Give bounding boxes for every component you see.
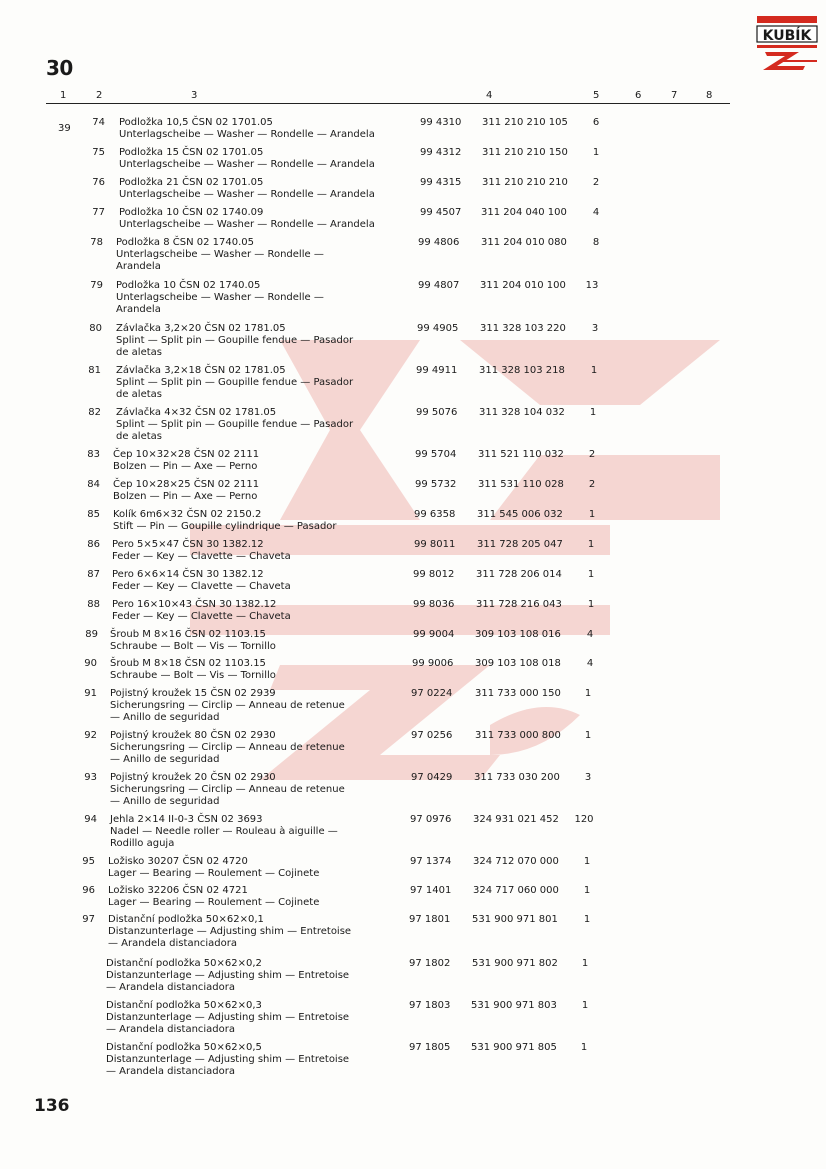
col-4-header: 4: [486, 90, 493, 101]
quantity: 1: [584, 688, 592, 699]
position-number: 75: [92, 147, 105, 158]
part-translation: — Anillo de seguridad: [110, 754, 220, 765]
part-description: [112, 569, 412, 593]
part-name: Závlačka 3,2×20 ČSN 02 1781.05: [116, 323, 286, 334]
part-translation: Distanzunterlage — Adjusting shim — Entretoise: [108, 926, 352, 937]
part-translation: Unterlagscheibe — Washer — Rondelle — Arandela: [119, 189, 375, 200]
order-code: 99 4911: [416, 365, 458, 376]
position-number: 96: [82, 885, 95, 896]
quantity: 3: [584, 772, 592, 783]
order-code: 97 0429: [411, 772, 453, 783]
part-number: 311 210 210 105: [482, 117, 568, 128]
order-code: 97 1803: [409, 1000, 451, 1011]
part-translation: Sicherungsring — Circlip — Anneau de retenue: [110, 742, 345, 753]
order-code: 99 8036: [413, 599, 455, 610]
position-number: 94: [84, 814, 97, 825]
part-name: Pero 5×5×47 ČSN 30 1382.12: [112, 539, 264, 550]
part-description: [112, 539, 412, 563]
part-name: Pero 6×6×14 ČSN 30 1382.12: [112, 569, 264, 580]
col-5-header: 5: [593, 90, 600, 101]
position-number: 80: [89, 323, 102, 334]
position-number: 82: [88, 407, 101, 418]
quantity: 1: [583, 885, 591, 896]
position-number: 97: [82, 914, 95, 925]
position-number: 93: [84, 772, 97, 783]
quantity: 13: [585, 280, 599, 291]
part-translation: Arandela: [116, 261, 161, 272]
part-translation: de aletas: [116, 347, 162, 358]
part-description: [116, 237, 416, 273]
part-name: Čep 10×28×25 ČSN 02 2111: [113, 479, 260, 490]
part-description: [113, 509, 413, 533]
part-translation: Arandela: [116, 304, 161, 315]
part-number: 311 210 210 210: [482, 177, 568, 188]
quantity: 1: [592, 147, 600, 158]
quantity: 2: [588, 479, 596, 490]
order-code: 97 0976: [410, 814, 452, 825]
part-translation: Nadel — Needle roller — Rouleau à aiguille —: [110, 826, 338, 837]
part-translation: de aletas: [116, 389, 162, 400]
order-code: 99 8011: [414, 539, 456, 550]
part-translation: Feder — Key — Clavette — Chaveta: [112, 551, 291, 562]
header-rule: [46, 103, 730, 104]
part-translation: Bolzen — Pin — Axe — Perno: [113, 491, 258, 502]
part-translation: Distanzunterlage — Adjusting shim — Entretoise: [106, 970, 350, 981]
part-name: Podložka 8 ČSN 02 1740.05: [116, 237, 254, 248]
part-number: 311 328 104 032: [479, 407, 565, 418]
part-translation: Sicherungsring — Circlip — Anneau de retenue: [110, 700, 345, 711]
position-number: 88: [87, 599, 100, 610]
part-translation: de aletas: [116, 431, 162, 442]
part-translation: — Anillo de seguridad: [110, 712, 220, 723]
part-description: [110, 772, 410, 808]
part-description: [116, 323, 416, 359]
order-code: 99 5076: [416, 407, 458, 418]
part-number: 531 900 971 801: [472, 914, 558, 925]
part-number: 531 900 971 802: [472, 958, 558, 969]
order-code: 99 5704: [415, 449, 457, 460]
col-3-header: 3: [191, 90, 198, 101]
part-name: Distanční podložka 50×62×0,2: [106, 958, 262, 969]
part-translation: Schraube — Bolt — Vis — Tornillo: [110, 641, 276, 652]
part-description: [110, 730, 410, 766]
position-number: 95: [82, 856, 95, 867]
part-description: [119, 177, 419, 201]
order-code: 99 4310: [420, 117, 462, 128]
part-number: 311 728 206 014: [476, 569, 562, 580]
part-number: 324 717 060 000: [473, 885, 559, 896]
part-description: [106, 1042, 406, 1078]
part-name: Podložka 10 ČSN 02 1740.05: [116, 280, 261, 291]
order-code: 99 8012: [413, 569, 455, 580]
part-translation: Unterlagscheibe — Washer — Rondelle —: [116, 292, 324, 303]
quantity: 4: [592, 207, 600, 218]
part-translation: Unterlagscheibe — Washer — Rondelle — Arandela: [119, 219, 375, 230]
position-number: 85: [87, 509, 100, 520]
position-number: 90: [84, 658, 97, 669]
part-translation: Lager — Bearing — Roulement — Cojinete: [108, 868, 320, 879]
part-name: Čep 10×32×28 ČSN 02 2111: [113, 449, 260, 460]
part-translation: Distanzunterlage — Adjusting shim — Entretoise: [106, 1012, 350, 1023]
part-name: Distanční podložka 50×62×0,3: [106, 1000, 262, 1011]
part-name: Distanční podložka 50×62×0,1: [108, 914, 264, 925]
part-translation: Unterlagscheibe — Washer — Rondelle — Arandela: [119, 129, 375, 140]
quantity: 2: [592, 177, 600, 188]
part-description: [110, 688, 410, 724]
quantity: 1: [589, 407, 597, 418]
part-number: 311 531 110 028: [478, 479, 564, 490]
part-number: 309 103 108 018: [475, 658, 561, 669]
quantity: 1: [587, 569, 595, 580]
order-code: 99 4807: [418, 280, 460, 291]
part-description: [106, 1000, 406, 1036]
part-description: [116, 365, 416, 401]
part-translation: Bolzen — Pin — Axe — Perno: [113, 461, 258, 472]
part-number: 324 931 021 452: [473, 814, 559, 825]
position-number: 89: [85, 629, 98, 640]
part-number: 324 712 070 000: [473, 856, 559, 867]
part-description: [108, 856, 408, 880]
part-description: [113, 449, 413, 473]
part-translation: Sicherungsring — Circlip — Anneau de retenue: [110, 784, 345, 795]
quantity: 1: [587, 599, 595, 610]
part-translation: Stift — Pin — Goupille cylindrique — Pasador: [113, 521, 337, 532]
part-translation: Schraube — Bolt — Vis — Tornillo: [110, 670, 276, 681]
part-number: 311 328 103 218: [479, 365, 565, 376]
quantity: 1: [581, 958, 589, 969]
part-description: [108, 885, 408, 909]
col-6-header: 6: [635, 90, 642, 101]
part-name: Pojistný kroužek 80 ČSN 02 2930: [110, 730, 276, 741]
part-number: 311 521 110 032: [478, 449, 564, 460]
quantity: 4: [586, 658, 594, 669]
quantity: 3: [591, 323, 599, 334]
order-code: 97 1374: [410, 856, 452, 867]
order-code: 97 1802: [409, 958, 451, 969]
svg-text:KUBÍK: KUBÍK: [762, 28, 812, 44]
order-code: 97 0256: [411, 730, 453, 741]
position-number: 74: [92, 117, 105, 128]
part-description: [110, 814, 410, 850]
part-number: 311 204 040 100: [481, 207, 567, 218]
part-name: Podložka 15 ČSN 02 1701.05: [119, 147, 264, 158]
quantity: 120: [574, 814, 594, 825]
position-number: 91: [84, 688, 97, 699]
order-code: 97 1805: [409, 1042, 451, 1053]
part-number: 311 210 210 150: [482, 147, 568, 158]
part-translation: Unterlagscheibe — Washer — Rondelle —: [116, 249, 324, 260]
order-code: 99 9006: [412, 658, 454, 669]
part-name: Pojistný kroužek 15 ČSN 02 2939: [110, 688, 276, 699]
part-translation: Splint — Split pin — Goupille fendue — Pasador: [116, 377, 354, 388]
part-name: Šroub M 8×18 ČSN 02 1103.15: [110, 658, 266, 669]
position-number: 78: [90, 237, 103, 248]
order-code: 99 4312: [420, 147, 462, 158]
part-description: [110, 658, 410, 682]
quantity: 1: [584, 730, 592, 741]
part-name: Distanční podložka 50×62×0,5: [106, 1042, 262, 1053]
part-description: [112, 599, 412, 623]
part-translation: — Arandela distanciadora: [106, 1066, 236, 1077]
position-number: 86: [87, 539, 100, 550]
col-7-header: 7: [671, 90, 678, 101]
part-translation: Rodillo aguja: [110, 838, 175, 849]
part-name: Závlačka 3,2×18 ČSN 02 1781.05: [116, 365, 286, 376]
part-number: 311 728 216 043: [476, 599, 562, 610]
quantity: 1: [590, 365, 598, 376]
part-description: [116, 280, 416, 316]
quantity: 1: [588, 509, 596, 520]
quantity: 6: [592, 117, 600, 128]
part-number: 311 733 030 200: [474, 772, 560, 783]
position-number: 84: [87, 479, 100, 490]
part-number: 311 545 006 032: [477, 509, 563, 520]
col-2-header: 2: [96, 90, 103, 101]
part-name: Jehla 2×14 II-0-3 ČSN 02 3693: [110, 814, 263, 825]
part-number: 311 204 010 080: [481, 237, 567, 248]
part-name: Podložka 10,5 ČSN 02 1701.05: [119, 117, 273, 128]
col-8-header: 8: [706, 90, 713, 101]
part-number: 311 733 000 800: [475, 730, 561, 741]
part-description: [119, 117, 419, 141]
part-translation: Lager — Bearing — Roulement — Cojinete: [108, 897, 320, 908]
part-description: [110, 629, 410, 653]
part-translation: Distanzunterlage — Adjusting shim — Entretoise: [106, 1054, 350, 1065]
group-number: 39: [58, 123, 71, 134]
part-name: Podložka 21 ČSN 02 1701.05: [119, 177, 264, 188]
kubik-zetor-dealer-logo: [755, 14, 819, 72]
part-number: 311 728 205 047: [477, 539, 563, 550]
section-number: 30: [46, 56, 73, 80]
quantity: 1: [583, 914, 591, 925]
part-number: 311 204 010 100: [480, 280, 566, 291]
part-translation: Feder — Key — Clavette — Chaveta: [112, 611, 291, 622]
quantity: 2: [588, 449, 596, 460]
quantity: 1: [580, 1042, 588, 1053]
part-translation: Splint — Split pin — Goupille fendue — Pasador: [116, 419, 354, 430]
order-code: 99 4507: [420, 207, 462, 218]
part-description: [119, 207, 419, 231]
part-name: Závlačka 4×32 ČSN 02 1781.05: [116, 407, 277, 418]
part-translation: — Arandela distanciadora: [106, 982, 236, 993]
order-code: 97 1401: [410, 885, 452, 896]
part-description: [108, 914, 408, 950]
part-translation: — Arandela distanciadora: [106, 1024, 236, 1035]
part-translation: Feder — Key — Clavette — Chaveta: [112, 581, 291, 592]
quantity: 1: [587, 539, 595, 550]
part-name: Podložka 10 ČSN 02 1740.09: [119, 207, 264, 218]
part-translation: Splint — Split pin — Goupille fendue — Pasador: [116, 335, 354, 346]
part-translation: Unterlagscheibe — Washer — Rondelle — Arandela: [119, 159, 375, 170]
part-description: [106, 958, 406, 994]
position-number: 79: [90, 280, 103, 291]
position-number: 76: [92, 177, 105, 188]
quantity: 1: [581, 1000, 589, 1011]
order-code: 99 9004: [413, 629, 455, 640]
part-translation: — Anillo de seguridad: [110, 796, 220, 807]
page-number: 136: [34, 1096, 70, 1116]
part-description: [113, 479, 413, 503]
order-code: 99 4315: [420, 177, 462, 188]
part-number: 531 900 971 803: [471, 1000, 557, 1011]
part-number: 531 900 971 805: [471, 1042, 557, 1053]
part-description: [116, 407, 416, 443]
quantity: 1: [583, 856, 591, 867]
part-name: Šroub M 8×16 ČSN 02 1103.15: [110, 629, 266, 640]
order-code: 97 1801: [409, 914, 451, 925]
quantity: 8: [592, 237, 600, 248]
part-name: Ložisko 32206 ČSN 02 4721: [108, 885, 248, 896]
part-name: Pero 16×10×43 ČSN 30 1382.12: [112, 599, 277, 610]
order-code: 99 4905: [417, 323, 459, 334]
part-name: Ložisko 30207 ČSN 02 4720: [108, 856, 248, 867]
part-number: 309 103 108 016: [475, 629, 561, 640]
order-code: 99 6358: [414, 509, 456, 520]
position-number: 81: [88, 365, 101, 376]
quantity: 4: [586, 629, 594, 640]
order-code: 99 5732: [415, 479, 457, 490]
part-number: 311 733 000 150: [475, 688, 561, 699]
col-1-header: 1: [60, 90, 67, 101]
order-code: 99 4806: [418, 237, 460, 248]
order-code: 97 0224: [411, 688, 453, 699]
part-name: Kolík 6m6×32 ČSN 02 2150.2: [113, 509, 262, 520]
part-number: 311 328 103 220: [480, 323, 566, 334]
part-description: [119, 147, 419, 171]
part-translation: — Arandela distanciadora: [108, 938, 238, 949]
position-number: 92: [84, 730, 97, 741]
position-number: 77: [92, 207, 105, 218]
part-name: Pojistný kroužek 20 ČSN 02 2930: [110, 772, 276, 783]
position-number: 87: [87, 569, 100, 580]
position-number: 83: [87, 449, 100, 460]
